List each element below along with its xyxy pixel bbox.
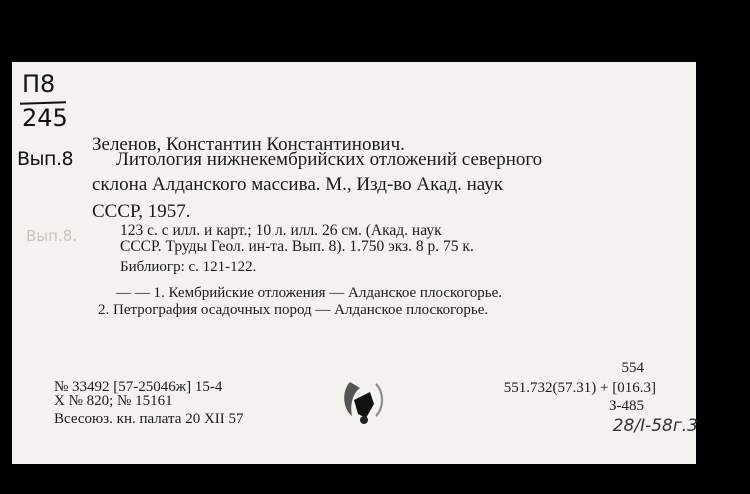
chamber-imprint: Всесоюз. кн. палата 20 XII 57 [54,411,244,427]
subject-heading-2: 2. Петрография осадочных пород — Алданское плоскогорье. [98,302,489,318]
title-line-1: Литология нижнекембрийских отложений северного [116,149,543,170]
physical-description-1: 123 с. с илл. и карт.; 10 л. илл. 26 см. (Акад. наук [120,222,442,239]
bibliography-note: Библиогр: с. 121-122. [120,259,257,275]
registration-code: X № 820; № 15161 [54,393,173,409]
printer-emblem-icon [340,374,388,426]
title-line-2: склона Алданского массива. М., Изд-во Акад. наук [92,174,503,195]
shelf-mark-top: П8 [22,70,56,98]
shelf-mark-bottom: 245 [22,104,68,132]
catalog-card [12,62,696,464]
handwritten-date: 28/I-58г.3 [612,416,698,436]
class-number: 554 [621,360,644,376]
subject-heading-1: — — 1. Кембрийские отложения — Алданское плоскогорье. [116,285,503,301]
udc-index: 551.732(57.31) + [016.3] [503,380,656,396]
title-line-3: СССР, 1957. [92,201,191,222]
physical-description-2: СССР. Труды Геол. ин-та. Вып. 8). 1.750 экз. 8 р. 75 к. [120,238,474,255]
volume-mark: Вып.8 [17,148,74,170]
registration-number: № 33492 [57-25046ж] 15-4 [54,379,223,395]
author-heading: Зеленов, Константин Константинович. [92,134,405,155]
author-mark: З-485 [608,398,644,414]
faded-stamp: Вып.8. [26,227,78,245]
